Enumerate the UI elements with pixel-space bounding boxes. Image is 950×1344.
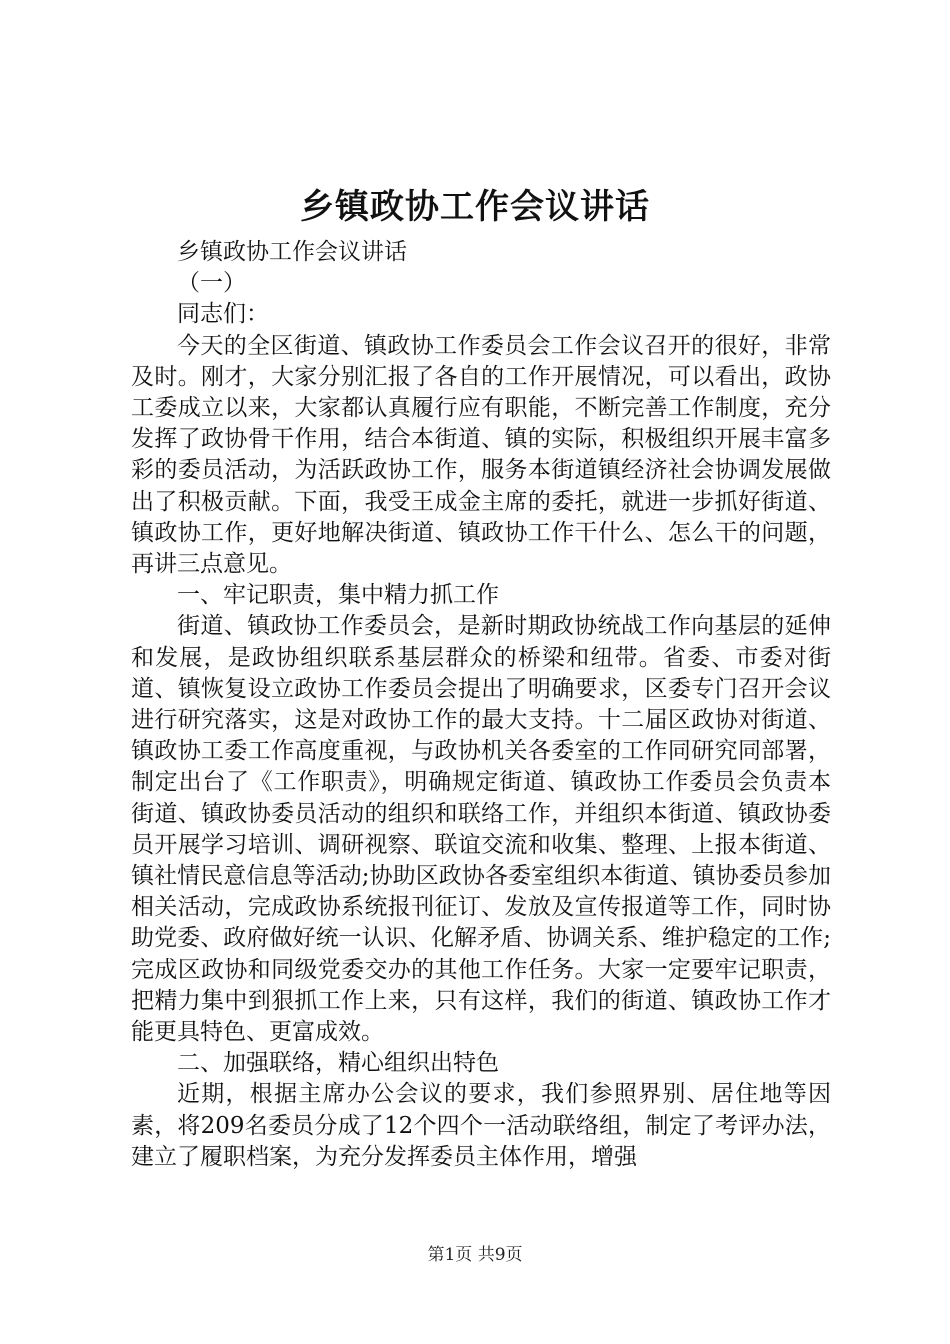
page-footer: 第1页 共9页 <box>427 1245 523 1265</box>
body-paragraph: 今天的全区街道、镇政协工作委员会工作会议召开的很好，非常及时。刚才，大家分别汇报了各自的工作开展情况，可以看出，政协工委成立以来，大家都认真履行应有职能，不断完善工作制度，充分发挥了政协骨干作用，结合本街道、镇的实际，积极组织开展丰富多彩的委员活动，为活跃政协工作，服务本街道镇经济社会协调发展做出了积极贡献。下面，我受王成金主席的委托，就进一步抓好街道、镇政协工作，更好地解决街道、镇政协工作干什么、怎么干的问题，再讲三点意见。 <box>131 332 831 578</box>
body-paragraph: 近期，根据主席办公会议的要求，我们参照界别、居住地等因素，将209名委员分成了12个四个一活动联络组，制定了考评办法，建立了履职档案，为充分发挥委员主体作用，增强 <box>131 1081 831 1170</box>
section-heading: 二、加强联络，精心组织出特色 <box>177 1050 499 1077</box>
body-paragraph: 街道、镇政协工作委员会，是新时期政协统战工作向基层的延伸和发展，是政协组织联系基层群众的桥梁和纽带。省委、市委对街道、镇恢复设立政协工作委员会提出了明确要求，区委专门召开会议进行研究落实，这是对政协工作的最大支持。十二届区政协对街道、镇政协工委工作高度重视，与政协机关各委室的工作同研究同部署，制定出台了《工作职责》，明确规定街道、镇政协工作委员会负责本街道、镇政协委员活动的组织和联络工作，并组织本街道、镇政协委员开展学习培训、调研视察、联谊交流和收集、整理、上报本街道、镇社情民意信息等活动;协助区政协各委室组织本街道、镇协委员参加相关活动，完成政协系统报刊征订、发放及宣传报道等工作，同时协助党委、政府做好统一认识、化解矛盾、协调关系、维护稳定的工作;完成区政协和同级党委交办的其他工作任务。大家一定要牢记职责，把精力集中到狠抓工作上来，只有这样，我们的街道、镇政协工作才能更具特色、更富成效。 <box>131 613 831 1046</box>
subtitle-paragraph: 乡镇政协工作会议讲话 <box>177 239 407 265</box>
section-number-paragraph: （一） <box>177 270 246 297</box>
document-title: 乡镇政协工作会议讲话 <box>300 187 650 227</box>
section-heading: 一、牢记职责，集中精力抓工作 <box>177 582 499 609</box>
salutation-paragraph: 同志们： <box>177 301 269 328</box>
document-body <box>131 237 831 1173</box>
